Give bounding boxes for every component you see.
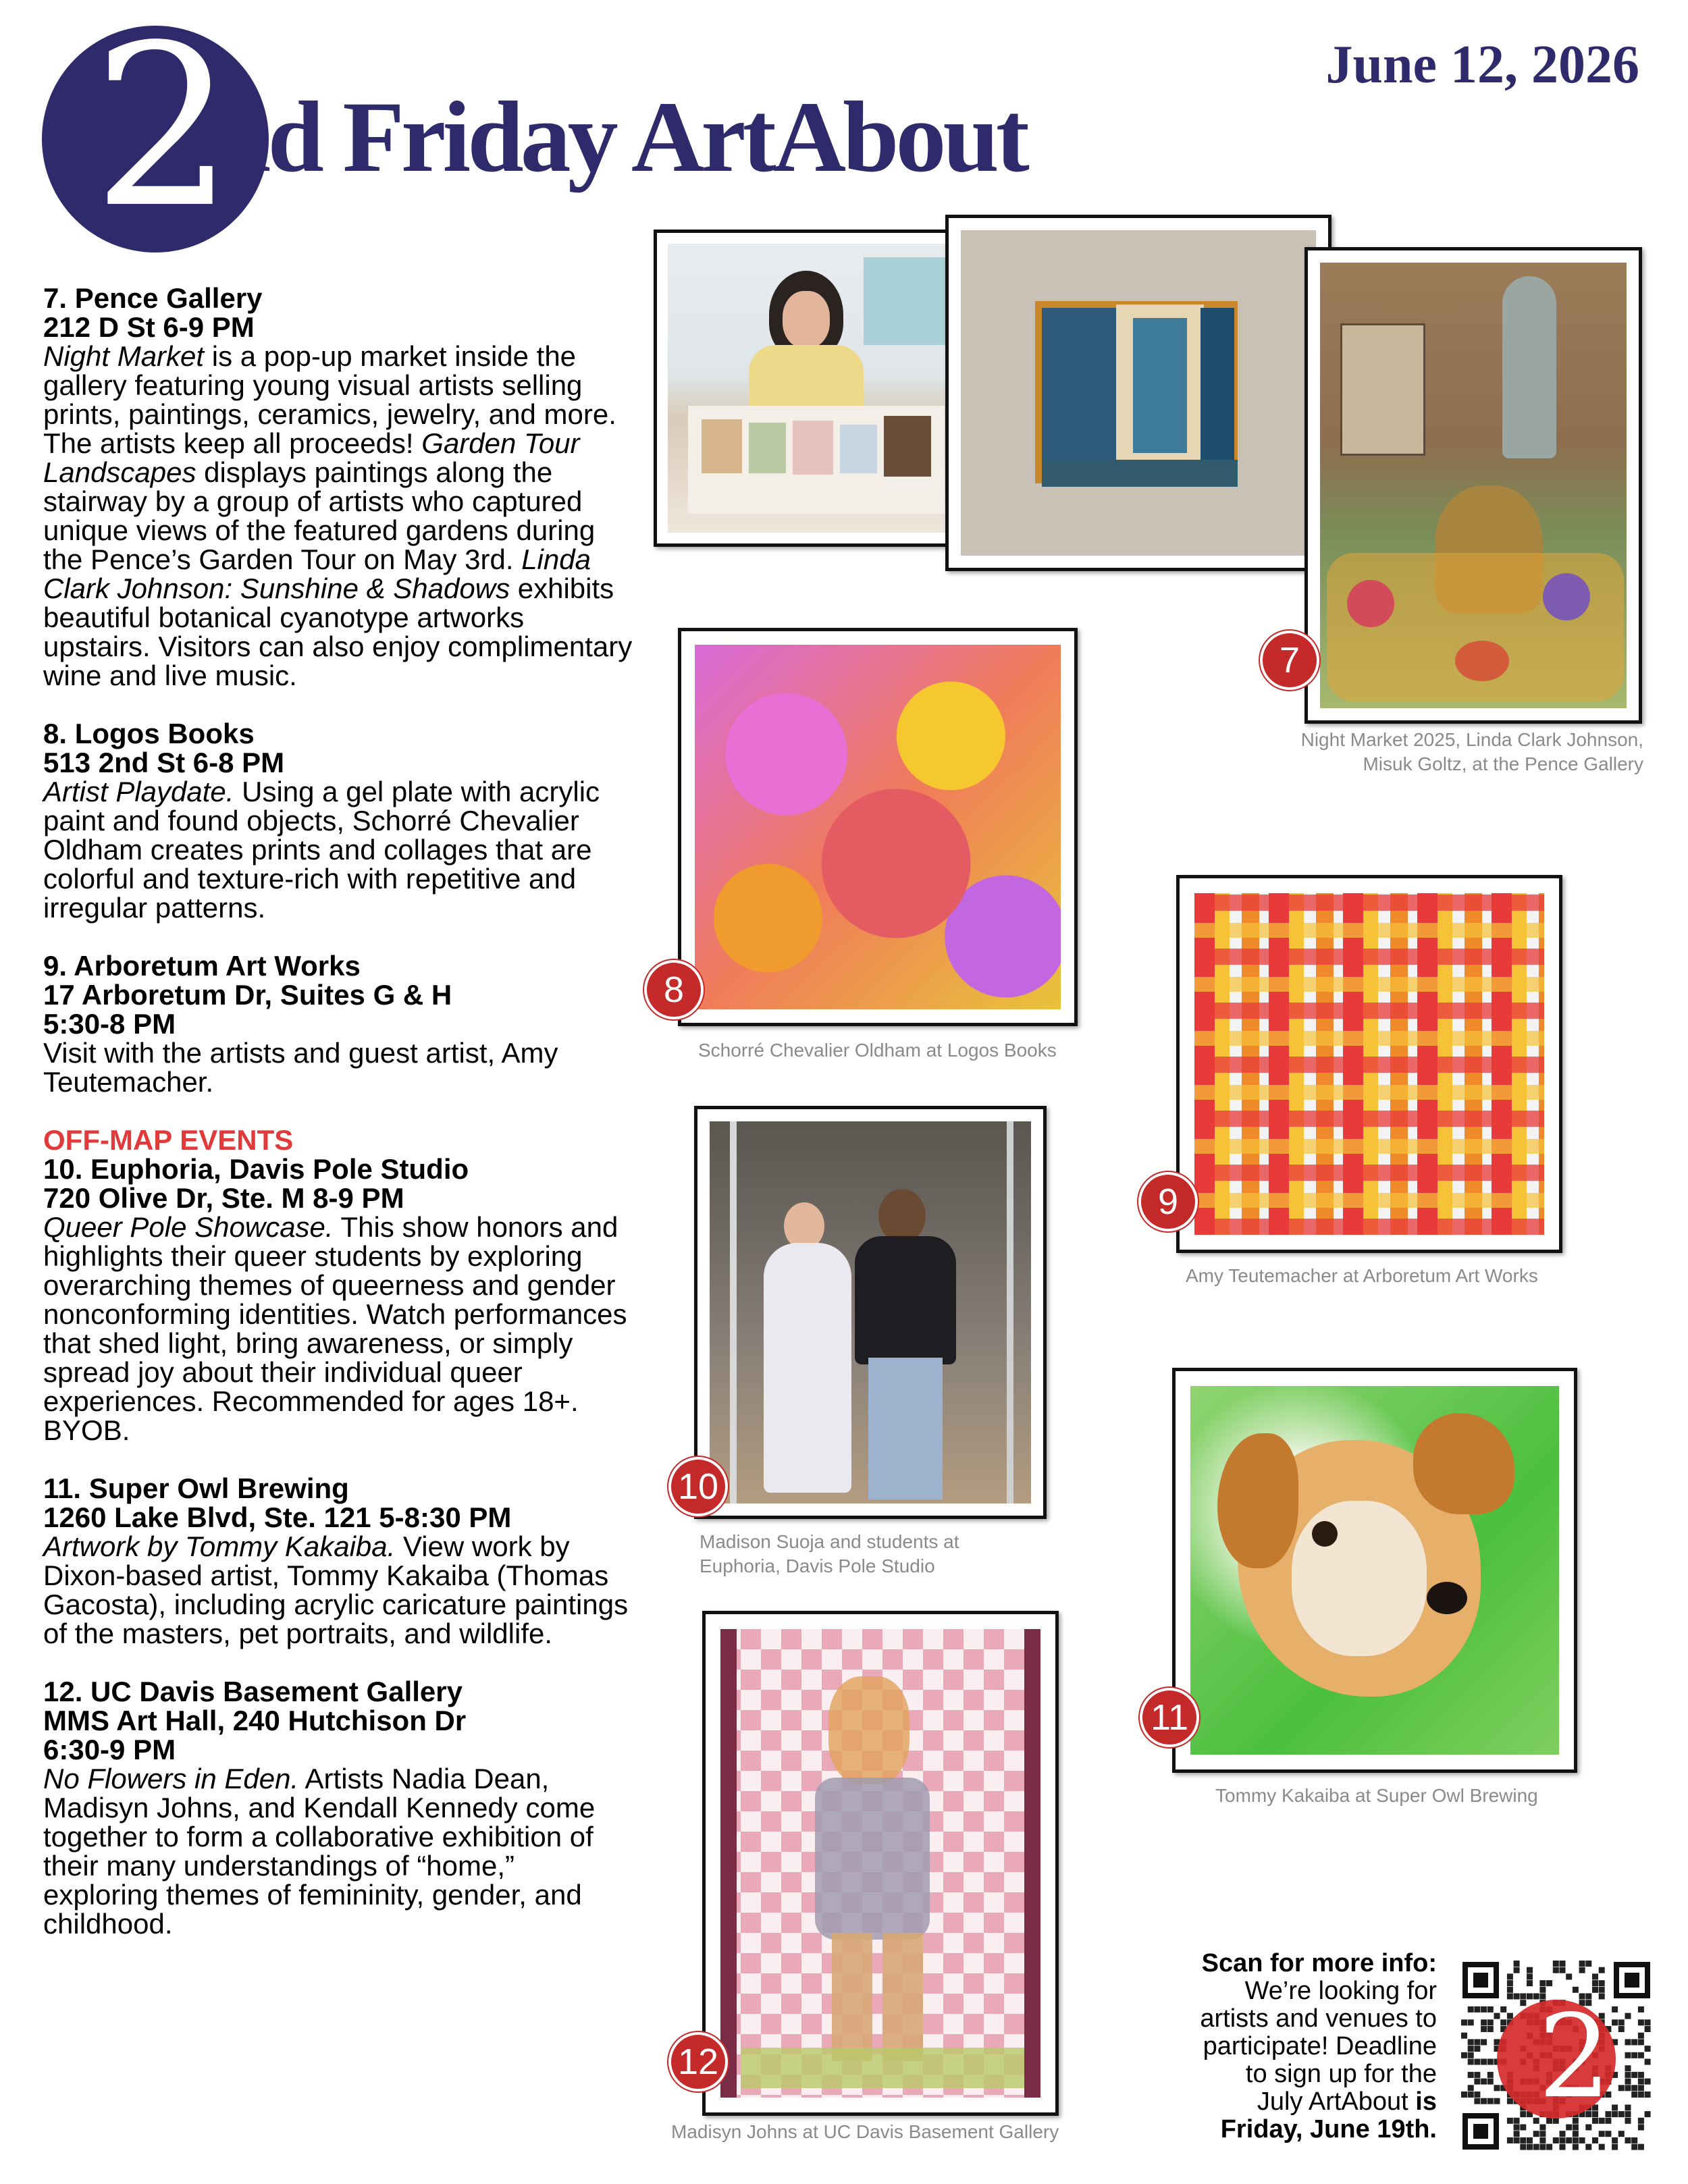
qr-module (1487, 2072, 1494, 2078)
qr-module (1474, 2059, 1480, 2065)
badge-12: 12 (668, 2032, 728, 2092)
qr-module (1638, 2125, 1644, 2131)
event-show-title: Artwork by Tommy Kakaiba. (43, 1530, 396, 1562)
photo-quilt-figure (720, 1629, 1040, 2098)
photo-garden-painting (1304, 247, 1642, 724)
qr-module (1514, 1961, 1520, 1967)
qr-module (1585, 2144, 1591, 2150)
badge-9: 9 (1138, 1172, 1198, 1231)
qr-module (1631, 2052, 1637, 2058)
caption-line: Misuk Goltz, at the Pence Gallery (1363, 753, 1643, 774)
qr-module (1560, 2137, 1566, 2143)
qr-module (1638, 2052, 1644, 2058)
qr-module (1645, 2019, 1651, 2025)
qr-module (1592, 1973, 1598, 1979)
qr-module (1539, 2131, 1546, 2137)
qr-module (1514, 2125, 1520, 2131)
qr-module (1612, 2019, 1618, 2025)
qr-module (1645, 2111, 1651, 2117)
qr-module (1474, 2098, 1480, 2104)
qr-module (1487, 2026, 1494, 2032)
qr-module (1461, 2019, 1467, 2025)
off-map-heading: OFF-MAP EVENTS (43, 1124, 294, 1156)
qr-module (1461, 2033, 1467, 2039)
scan-line: artists and venues to (1200, 2004, 1437, 2033)
event-text: is a pop-up market inside the gallery featuring young visual artists selling prints, paintings, ceramics, jewelry, and more. The artists keep all proceeds! (43, 340, 616, 459)
photo-gel-print (695, 645, 1061, 1009)
qr-module (1481, 2026, 1487, 2032)
qr-module (1494, 2013, 1500, 2019)
qr-module (1487, 2059, 1494, 2065)
qr-module (1527, 2137, 1533, 2143)
qr-module (1474, 2092, 1480, 2098)
caption-11: Tommy Kakaiba at Super Owl Brewing (1215, 1785, 1538, 1806)
qr-module (1638, 2072, 1644, 2078)
event-description (43, 340, 632, 691)
qr-module (1520, 1994, 1526, 2000)
qr-module (1514, 2131, 1520, 2137)
qr-module (1481, 2006, 1487, 2013)
qr-module (1468, 2059, 1474, 2065)
event-description (43, 1530, 628, 1649)
qr-module (1645, 2059, 1651, 2065)
qr-module (1573, 2144, 1579, 2150)
event-time: 5:30-8 PM (43, 1008, 176, 1040)
caption-line: Night Market 2025, Linda Clark Johnson, (1300, 729, 1643, 750)
event-location: MMS Art Hall, 240 Hutchison Dr (43, 1705, 467, 1736)
qr-module (1487, 2019, 1494, 2025)
qr-module (1579, 2137, 1585, 2143)
photo-cyanotype-quilt (961, 230, 1316, 556)
qr-module (1625, 2065, 1631, 2071)
event-title: 10. Euphoria, Davis Pole Studio (43, 1153, 469, 1185)
event-description (43, 776, 600, 924)
qr-module (1579, 1961, 1585, 1967)
qr-module (1507, 1987, 1513, 1993)
qr-module (1618, 2131, 1625, 2137)
qr-module (1520, 2125, 1526, 2131)
scan-text: July ArtAbout (1257, 2087, 1416, 2116)
event-title: 11. Super Owl Brewing (43, 1472, 349, 1504)
qr-module (1481, 2039, 1487, 2045)
qr-module (1481, 2059, 1487, 2065)
event-show-title: Night Market (43, 340, 205, 372)
event-12 (43, 1677, 637, 1938)
qr-module (1474, 2072, 1480, 2078)
scan-info (1153, 1950, 1437, 2143)
event-text: exhibits beautiful botanical cyanotype artworks upstairs. Visitors can also enjoy complimentary wine and live music. (43, 572, 633, 691)
event-location: 212 D St 6-9 PM (43, 311, 255, 343)
qr-module (1560, 2131, 1566, 2137)
qr-module (1612, 2137, 1618, 2143)
photo-logos-books (678, 628, 1078, 1026)
qr-module (1546, 1980, 1552, 1986)
qr-code[interactable] (1458, 1958, 1654, 2154)
qr-module (1638, 2092, 1644, 2098)
qr-module (1520, 2000, 1526, 2006)
qr-module (1599, 1980, 1605, 1986)
qr-module (1500, 2019, 1506, 2025)
qr-module (1468, 2052, 1474, 2058)
qr-module (1468, 2092, 1474, 2098)
qr-module (1645, 2046, 1651, 2052)
qr-module (1625, 2072, 1631, 2078)
logo-title: nd Friday ArtAbout (215, 81, 1026, 193)
qr-module (1618, 2026, 1625, 2032)
qr-module (1560, 1961, 1566, 1967)
event-text: displays paintings along the stairway by a group of artists who captured unique views of the featured gardens during the Pence’s Garden Tour on May 3rd. (43, 456, 596, 575)
qr-module (1494, 2098, 1500, 2104)
photo-watercolor-garden (1320, 263, 1627, 708)
qr-module (1507, 2013, 1513, 2019)
qr-module (1625, 2013, 1631, 2019)
event-list (43, 284, 637, 1967)
qr-module (1560, 2144, 1566, 2150)
qr-module (1487, 2079, 1494, 2085)
qr-module (1520, 2137, 1526, 2143)
logo-numeral: 2 (93, 0, 234, 257)
photo-artist-booth (668, 244, 957, 533)
qr-module (1625, 2085, 1631, 2091)
event-show-title: Linda Clark Johnson: Sunshine & Shadows (43, 543, 591, 604)
qr-module (1500, 2006, 1506, 2013)
event-title: 7. Pence Gallery (43, 282, 263, 314)
event-show-title: Queer Pole Showcase. (43, 1211, 334, 1243)
qr-module (1625, 2111, 1631, 2117)
qr-module (1507, 1994, 1513, 2000)
qr-module (1638, 2118, 1644, 2124)
event-description: Visit with the artists and guest artist, Amy Teutemacher. (43, 1037, 558, 1098)
photo-super-owl (1172, 1368, 1577, 1773)
caption-line: Euphoria, Davis Pole Studio (700, 1555, 935, 1576)
qr-module (1507, 2118, 1513, 2124)
qr-module (1631, 2137, 1637, 2143)
qr-module (1625, 2052, 1631, 2058)
qr-module (1625, 2079, 1631, 2085)
qr-module (1566, 2137, 1572, 2143)
caption-9: Amy Teutemacher at Arboretum Art Works (1186, 1265, 1538, 1286)
qr-module (1638, 2006, 1644, 2013)
qr-module (1553, 1961, 1559, 1967)
event-location: 17 Arboretum Dr, Suites G & H (43, 979, 452, 1011)
event-show-title: No Flowers in Eden. (43, 1763, 299, 1794)
qr-module (1638, 2085, 1644, 2091)
scan-heading: Scan for more info: (1201, 1949, 1437, 1977)
qr-module (1514, 1967, 1520, 1973)
scan-line: to sign up for the (1245, 2060, 1437, 2088)
qr-module (1599, 2144, 1605, 2150)
event-text: Artists Nadia Dean, Madisyn Johns, and Kendall Kennedy come together to form a collaborative exhibition of their many understandings of “home,” exploring themes of femininity, gender, and childhood. (43, 1763, 596, 1940)
caption-12: Madisyn Johns at UC Davis Basement Gallery (671, 2121, 1059, 2142)
qr-module (1514, 2137, 1520, 2143)
scan-text: is (1415, 2087, 1437, 2116)
qr-module (1631, 2039, 1637, 2045)
badge-7: 7 (1260, 631, 1319, 690)
caption-line: Madison Suoja and students at (700, 1531, 959, 1552)
qr-module (1638, 2144, 1644, 2150)
qr-module (1631, 2085, 1637, 2091)
qr-module (1474, 2006, 1480, 2013)
event-location: 1260 Lake Blvd, Ste. 121 5-8:30 PM (43, 1501, 512, 1533)
qr-module (1645, 2079, 1651, 2085)
photo-arboretum (1176, 875, 1562, 1253)
photo-dog-portrait (1190, 1386, 1559, 1755)
qr-module (1573, 2131, 1579, 2137)
scan-line: We’re looking for (1244, 1977, 1437, 2005)
qr-module (1539, 2137, 1546, 2143)
qr-module (1612, 2111, 1618, 2117)
event-text: Using a gel plate with acrylic paint and found objects, Schorré Chevalier Oldham creates prints and collages that are colorful and texture-rich with repetitive and irregular patterns. (43, 776, 600, 924)
qr-module (1625, 2118, 1631, 2124)
badge-8: 8 (644, 960, 704, 1019)
event-location: 720 Olive Dr, Ste. M 8-9 PM (43, 1182, 404, 1214)
caption-7 (1301, 728, 1643, 776)
qr-module (1638, 2033, 1644, 2039)
qr-module (1468, 2046, 1474, 2052)
qr-module (1527, 1980, 1533, 1986)
qr-module (1631, 2092, 1637, 2098)
qr-module (1468, 2085, 1474, 2091)
event-9 (43, 951, 637, 1096)
qr-module (1618, 2111, 1625, 2117)
qr-module (1631, 2072, 1637, 2078)
qr-module (1638, 2039, 1644, 2045)
qr-module (1539, 2125, 1546, 2131)
event-8 (43, 719, 637, 922)
qr-module (1527, 2144, 1533, 2150)
qr-module (1474, 2039, 1480, 2045)
qr-finder-top-left (1462, 1962, 1499, 1998)
event-text: View work by Dixon-based artist, Tommy Kakaiba (Thomas Gacosta), including acrylic caricature paintings of the masters, pet portraits, and wildlife. (43, 1530, 629, 1649)
qr-module (1507, 1973, 1513, 1979)
qr-module (1468, 2072, 1474, 2078)
event-title: 9. Arboretum Art Works (43, 950, 361, 982)
qr-module (1585, 1961, 1591, 1967)
event-title: 8. Logos Books (43, 718, 255, 749)
badge-10: 10 (668, 1457, 728, 1516)
qr-module (1605, 2131, 1611, 2137)
qr-finder-top-right (1614, 1962, 1650, 1998)
photo-pole-studio (710, 1121, 1031, 1503)
qr-module (1612, 2104, 1618, 2110)
qr-module (1560, 1967, 1566, 1973)
qr-module (1553, 1967, 1559, 1973)
qr-module (1618, 2019, 1625, 2025)
event-description (43, 1763, 595, 1940)
qr-module (1612, 2144, 1618, 2150)
qr-module (1592, 2137, 1598, 2143)
qr-module (1625, 2104, 1631, 2110)
event-location: 513 2nd St 6-8 PM (43, 747, 285, 778)
qr-module (1507, 2137, 1513, 2143)
event-title: 12. UC Davis Basement Gallery (43, 1676, 463, 1707)
badge-11: 11 (1140, 1688, 1199, 1747)
caption-10 (700, 1530, 959, 1578)
qr-module (1514, 2118, 1520, 2124)
qr-module (1507, 2098, 1513, 2104)
qr-module (1468, 2039, 1474, 2045)
event-7 (43, 284, 637, 690)
qr-module (1579, 1967, 1585, 1973)
qr-module (1461, 2092, 1467, 2098)
event-text: This show honors and highlights their queer students by exploring overarching themes of queerness and gender nonconforming identities. Watch performances that shed light, bring awareness, or simply spread joy about their individual queer experiences. Recommended for ages 18+. BYOB. (43, 1211, 627, 1446)
qr-module (1474, 2079, 1480, 2085)
qr-module (1507, 1980, 1513, 1986)
qr-module (1625, 2137, 1631, 2143)
qr-module (1546, 2144, 1552, 2150)
event-11 (43, 1474, 637, 1648)
qr-module (1468, 2006, 1474, 2013)
qr-module (1618, 2085, 1625, 2091)
qr-finder-bottom-left (1462, 2113, 1499, 2150)
qr-module (1487, 2098, 1494, 2104)
qr-module (1487, 2006, 1494, 2013)
qr-module (1527, 1973, 1533, 1979)
qr-module (1468, 2019, 1474, 2025)
qr-module (1638, 2079, 1644, 2085)
qr-module (1625, 2039, 1631, 2045)
qr-module (1474, 2046, 1480, 2052)
qr-module (1520, 2111, 1526, 2117)
qr-module (1573, 2137, 1579, 2143)
qr-module (1612, 2006, 1618, 2013)
qr-module (1599, 1967, 1605, 1973)
qr-module (1533, 2131, 1539, 2137)
qr-module (1539, 2144, 1546, 2150)
event-date: June 12, 2026 (1325, 35, 1639, 95)
qr-module (1553, 2137, 1559, 2143)
qr-module (1645, 2026, 1651, 2032)
qr-module (1527, 1994, 1533, 2000)
qr-module (1520, 2144, 1526, 2150)
photo-basement-gallery (702, 1611, 1059, 2116)
qr-module (1585, 2125, 1591, 2131)
qr-module (1599, 2131, 1605, 2137)
qr-module (1481, 2079, 1487, 2085)
photo-woven-painting (1194, 893, 1544, 1235)
scan-deadline: Friday, June 19th. (1220, 2115, 1437, 2143)
photo-cyanotype (945, 215, 1331, 571)
photo-euphoria (694, 1106, 1047, 1519)
photo-night-market (654, 230, 971, 547)
scan-line: participate! Deadline (1203, 2032, 1437, 2060)
event-10 (43, 1125, 637, 1445)
event-time: 6:30-9 PM (43, 1734, 176, 1765)
caption-8: Schorré Chevalier Oldham at Logos Books (698, 1040, 1057, 1061)
qr-module (1514, 1994, 1520, 2000)
qr-module (1566, 2125, 1572, 2131)
qr-module (1533, 2144, 1539, 2150)
qr-module (1645, 2092, 1651, 2098)
qr-module (1494, 2085, 1500, 2091)
qr-module (1566, 1973, 1572, 1979)
event-show-title: Artist Playdate. (43, 776, 234, 807)
qr-module (1638, 2019, 1644, 2025)
qr-module (1481, 2098, 1487, 2104)
qr-module (1573, 2125, 1579, 2131)
qr-module (1631, 2144, 1637, 2150)
event-description (43, 1211, 627, 1446)
scan-line (1153, 2088, 1437, 2116)
qr-module (1539, 1980, 1546, 1986)
qr-module (1481, 2019, 1487, 2025)
qr-logo-numeral: 2 (1538, 1990, 1612, 2124)
qr-module (1461, 2052, 1467, 2058)
event-show-title: Garden Tour Landscapes (43, 427, 580, 488)
qr-module (1592, 1980, 1598, 1986)
qr-module (1527, 1967, 1533, 1973)
